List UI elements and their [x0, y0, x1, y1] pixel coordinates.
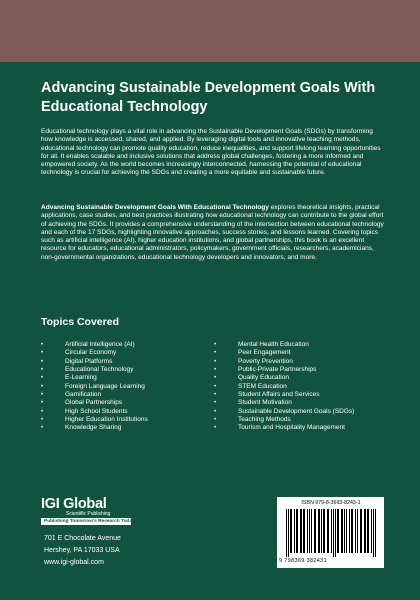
barcode-bar [303, 509, 305, 553]
top-color-band [0, 0, 420, 62]
topic-item [214, 383, 394, 391]
topic-item [41, 424, 201, 432]
topic-item [41, 374, 201, 382]
bullet-icon: • [214, 358, 217, 365]
barcode-bar [344, 509, 345, 553]
topic-label: Circular Economy [65, 349, 117, 357]
topic-label: Tourism and Hospitality Management [238, 424, 345, 432]
publisher-address [44, 533, 121, 569]
topic-label: Teaching Methods [238, 416, 291, 424]
topic-label: Mental Health Education [238, 341, 309, 348]
topics-list-left [41, 341, 201, 433]
topic-label: Public-Private Partnerships [238, 366, 317, 374]
barcode-bar [367, 509, 369, 553]
bullet-icon: • [41, 367, 44, 374]
topic-item [214, 391, 394, 399]
topics-heading: Topics Covered [41, 316, 119, 328]
topic-item [41, 416, 201, 424]
bullet-icon: • [214, 400, 217, 407]
topic-item [41, 399, 201, 407]
logo-wordmark: IGI Global [41, 496, 107, 512]
bullet-icon: • [214, 350, 217, 357]
barcode-digits: 9 798369 382431 [279, 558, 327, 564]
barcode-bar [360, 509, 362, 553]
topic-item [214, 349, 394, 357]
bullet-icon: • [214, 383, 217, 390]
bullet-icon: • [41, 425, 44, 432]
bullet-icon: • [41, 417, 44, 424]
topic-label: Gamification [65, 391, 102, 399]
bullet-icon: • [41, 350, 44, 357]
bullet-icon: • [41, 375, 44, 382]
paragraph-book-title: Advancing Sustainable Development Goals With Educational Technology [41, 204, 269, 211]
barcode-bar [335, 509, 336, 557]
barcode-bar [321, 509, 322, 553]
barcode-bar [333, 509, 334, 557]
barcode-bar [294, 509, 295, 553]
topic-label: Quality Education [238, 374, 289, 382]
topic-item [214, 358, 394, 366]
barcode-bar [375, 509, 376, 557]
barcode-bar [349, 509, 350, 553]
topic-item [214, 416, 394, 424]
topic-item [214, 424, 394, 432]
barcode-bar [290, 509, 292, 553]
barcode-bar [357, 509, 358, 553]
bullet-icon: • [214, 425, 217, 432]
barcode-bar [288, 509, 289, 557]
isbn-label: ISBN 979-8-3693-8243-1 [301, 500, 361, 506]
topic-label: Student Motivation [238, 399, 292, 407]
barcode-bar [371, 509, 372, 553]
bullet-icon: • [41, 408, 44, 415]
topic-label: High School Students [65, 407, 128, 415]
barcode-bar [311, 509, 312, 553]
logo-tagline: Publishing Tomorrow's Research Today [41, 518, 131, 525]
barcode-bar [300, 509, 302, 553]
bullet-icon: • [214, 417, 217, 424]
topic-item [41, 349, 201, 357]
topic-item [214, 374, 394, 382]
topic-item [41, 358, 201, 366]
barcode-bar [351, 509, 353, 553]
bullet-icon: • [41, 342, 44, 348]
barcode-bar [314, 509, 316, 553]
logo-subtitle: Scientific Publishing [66, 511, 111, 517]
publisher-website: www.igi-global.com [44, 559, 104, 566]
topic-item [41, 366, 201, 374]
bullet-icon: • [214, 367, 217, 374]
topic-label: Peer Engagement [238, 349, 291, 357]
bullet-icon: • [41, 400, 44, 407]
bullet-icon: • [214, 342, 217, 348]
topic-label: Foreign Language Learning [65, 382, 145, 390]
isbn-barcode-box [277, 497, 384, 568]
barcode-bar [355, 509, 356, 553]
barcode-bar [323, 509, 325, 553]
description-paragraph-1: Educational technology plays a vital role in advancing the Sustainable Development Goals (SDGs) by transforming how knowledge is accessed, shared, and applied. By leveraging digital tools and innovative teaching methods, educational technology can promote quality education, reduce inequalities, and support lifelong learning opportunities for all. It enables scalable and inclusive solutions that address global challenges, fostering a more informed and empowered society. As the world becomes increasingly interconnected, harnessing the potential of educational technology is crucial for achieving the SDGs and creating a more equitable and sustainable future. [41, 128, 381, 177]
barcode-bar [331, 509, 332, 553]
paragraph-2-body: explores theoretical insights, practical applications, case studies, and best practices illustrating how educational technology can contribute to the global effort of achieving the SDGs. It provides a comprehensive understanding of the intersection between educational technology and each of the 17 SDGs, highlighting innovative approaches, success stories, and lessons learned. Covering topics such as artificial intelligence (AI), higher education institutions, and global partnerships, this book is an excellent resource for educators, educational administrators, policymakers, government officials, researchers, academicians, non-governmental organizations, educational technology developers and innovators, and more. [41, 204, 384, 261]
topic-label: Global Partnerships [65, 399, 123, 407]
topic-item [41, 383, 201, 391]
barcode-bar [296, 509, 298, 553]
topic-item [214, 366, 394, 374]
bullet-icon: • [41, 383, 44, 390]
topic-item [214, 408, 394, 416]
barcode-bar [327, 509, 329, 553]
book-title: Advancing Sustainable Development Goals With Educational Technology [41, 80, 376, 115]
bullet-icon: • [214, 375, 217, 382]
topic-label: Higher Education Institutions [65, 416, 148, 424]
topic-item [41, 408, 201, 416]
barcode-bar [346, 509, 347, 553]
bullet-icon: • [214, 392, 217, 399]
description-paragraph-2 [41, 204, 386, 262]
barcode-bar [337, 509, 339, 553]
barcode-bar [341, 509, 343, 553]
topic-label: Poverty Prevention [238, 357, 293, 365]
address-street: 701 E Chocolate Avenue [44, 535, 121, 542]
topic-item [41, 341, 201, 349]
bullet-icon: • [41, 392, 44, 399]
topic-item [41, 391, 201, 399]
topic-label: Educational Technology [65, 366, 134, 374]
topics-list-right [214, 341, 394, 433]
bullet-icon: • [214, 408, 217, 415]
barcode-bar [309, 509, 310, 553]
barcode-bar [364, 509, 366, 553]
topic-label: Student Affairs and Services [238, 391, 320, 399]
barcode-bar [307, 509, 308, 553]
topic-label: Knowledge Sharing [65, 424, 122, 432]
topic-item [214, 341, 394, 349]
barcode-graphic [284, 509, 378, 557]
topic-label: Digital Platforms [65, 357, 113, 365]
topic-label: STEM Education [238, 382, 287, 390]
topic-label: Sustainable Development Goals (SDGs) [238, 407, 355, 415]
barcode-bar [286, 509, 287, 557]
topic-label: Artificial Intelligence (AI) [65, 341, 135, 348]
address-city: Hershey, PA 17033 USA [44, 547, 120, 554]
barcode-bar [318, 509, 320, 553]
topic-item [214, 399, 394, 407]
bullet-icon: • [41, 358, 44, 365]
publisher-logo [41, 496, 135, 530]
topic-label: E-Learning [65, 374, 97, 382]
barcode-bar [373, 509, 374, 557]
